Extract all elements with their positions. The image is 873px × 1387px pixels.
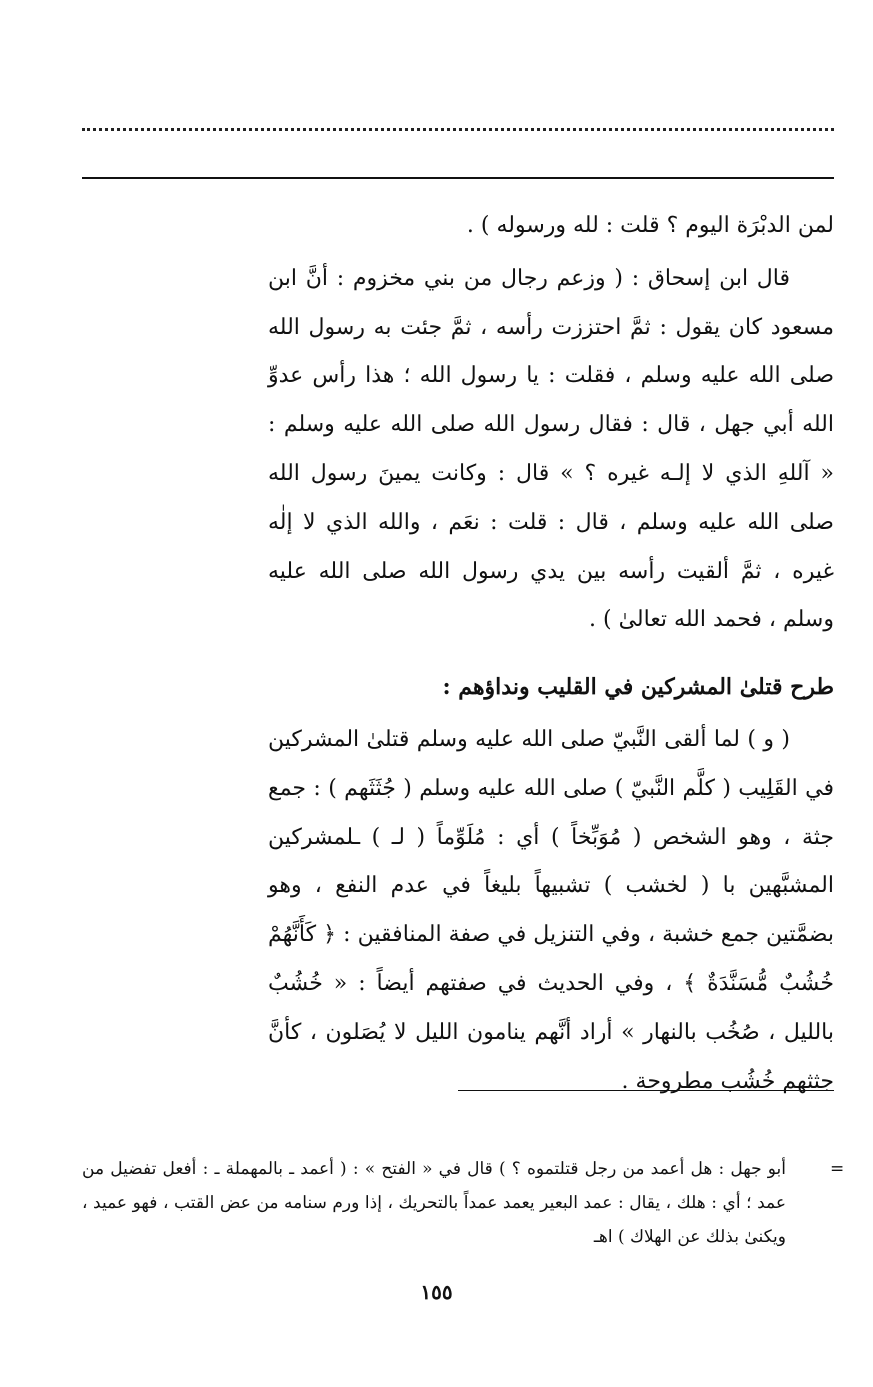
footnote [82,1152,786,1254]
dotted-separator [82,128,834,141]
main-text [268,202,834,1106]
page-number: ١٥٥ [420,1280,453,1304]
footnote-rule [458,1090,834,1091]
intro-line: لمن الدبْرَة اليوم ؟ قلت : لله ورسوله ) . [466,213,834,238]
header-rule [82,177,834,179]
footnote-text: أبو جهل : هل أعمد من رجل قتلتموه ؟ ) قال في « الفتح » : ( أعمد ـ بالمهملة ـ : أفعل تفضيل من عمد ؛ أي : هلك ، يقال : عمد البعير يعمد عمداً بالتحريك ، إذا ورم سنامه من عض القتب ، فهو عميد ، ويكنىٰ بذلك عن الهلاك ) اهـ [82,1159,786,1247]
paragraph-ibn-ishaq: قال ابن إسحاق : ( وزعم رجال من بني مخزوم : أنَّ ابن مسعود كان يقول : ثمَّ احتززت رأسه ، ثمَّ جئت به رسول الله صلى الله عليه وسلم ، فقلت : يا رسول الله ؛ هذا رأس عدوِّ الله أبي جهل ، قال : فقال رسول الله صلى الله عليه وسلم : « آللهِ الذي لا إلـه غيره ؟ » قال : وكانت يمينَ رسول الله صلى الله عليه وسلم ، قال : قلت : نعَم ، والله الذي لا إلٰه غيره ، ثمَّ ألقيت رأسه بين يدي رسول الله صلى الله عليه وسلم ، فحمد الله تعالىٰ ) . [268,265,834,633]
paragraph-qalib: ( و ) لما ألقى النَّبيّ صلى الله عليه وسلم قتلىٰ المشركين في القَلِيب ( كلَّم النَّبيّ ) صلى الله عليه وسلم ( جُثَثَهم ) : جمع جثة ، وهو الشخص ( مُوَبِّخاً ) أي : مُلَوِّماً ( لـ ) ـلمشركين المشبَّهين با ( لخشب ) تشبيهاً بليغاً في عدم النفع ، وهو بضمَّتين جمع خشبة ، وفي التنزيل في صفة المنافقين : ﴿ كَأَنَّهُمْ خُشُبٌ مُّسَنَّدَةٌ ﴾ ، وفي الحديث في صفتهم أيضاً : « خُشُبٌ بالليل ، صُخُب بالنهار » أراد أنَّهم ينامون الليل لا يُصَلون ، كأنَّ جثثهم خُشُب مطروحة . [268,726,834,1094]
footnote-continuation-marker: = [830,1159,845,1179]
section-heading: طرح قتلىٰ المشركين في القليب ونداؤهم : [442,674,834,701]
